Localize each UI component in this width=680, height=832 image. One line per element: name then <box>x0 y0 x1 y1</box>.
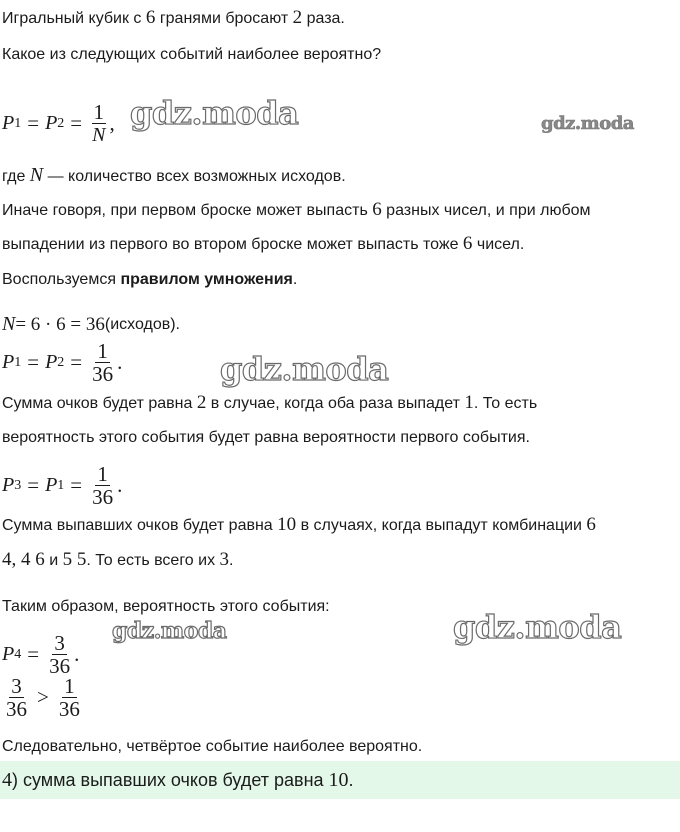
problem-statement: Игральный кубик с 6 гранями бросают 2 раза. <box>2 7 345 28</box>
conclusion-text: Следовательно, четвёртое событие наиболее вероятно. <box>2 738 423 755</box>
answer-box: 4) сумма выпавших очков будет равна 10. <box>0 761 680 799</box>
explanation-text: Сумма выпавших очков будет равна 10 в случаях, когда выпадут комбинации 6 <box>2 514 596 535</box>
fraction: $\frac{1}{36}$ <box>92 462 114 509</box>
rule-reference: Воспользуемся правилом умножения. <box>2 271 298 288</box>
question-text: Какое из следующих событий наиболее вероятно? <box>2 46 382 63</box>
watermark: gdz.moda <box>130 94 299 132</box>
equation-comparison: $\frac{3}{36}$ > $\frac{1}{36}$ <box>6 674 80 721</box>
watermark: gdz.moda <box>541 113 634 134</box>
fraction: $\frac{3}{36}$ <box>6 674 27 721</box>
explanation-text: выпадении из первого во втором броске может выпасть тоже 6 чисел. <box>2 233 525 254</box>
equation-n-value: N = 6 · 6 = 36 (исходов). <box>2 313 180 335</box>
equation-p1-p2-value: P 1 = P 2 = $\frac{1}{36}$ . <box>2 339 123 386</box>
explanation-text: 4, 4 6 и 5 5. То есть всего их 3. <box>2 549 234 570</box>
fraction: $\frac{1}{36}$ <box>92 339 114 386</box>
watermark: gdz.moda <box>453 608 622 646</box>
explanation-text: Сумма очков будет равна 2 в случае, когда оба раза выпадет 1. То есть <box>2 392 538 413</box>
explanation-text: Иначе говоря, при первом броске может выпасть 6 разных чисел, и при любом <box>2 199 591 220</box>
equation-p3: P 3 = P 1 = $\frac{1}{36}$ . <box>2 462 123 509</box>
fraction: $\frac{1}{N}$ <box>92 100 106 146</box>
equation-p4: P 4 = $\frac{3}{36}$ . <box>2 631 80 678</box>
equation-p1-p2-n: P 1 = P 2 = $\frac{1}{N}$ , <box>2 100 115 146</box>
fraction: $\frac{3}{36}$ <box>49 631 71 678</box>
fraction: $\frac{1}{36}$ <box>58 674 80 721</box>
watermark: gdz.moda <box>112 618 227 644</box>
explanation-text: вероятность этого события будет равна вероятности первого события. <box>2 429 530 446</box>
definition-text: где N — количество всех возможных исходов. <box>2 164 346 186</box>
watermark: gdz.moda <box>220 350 389 388</box>
explanation-text: Таким образом, вероятность этого события: <box>2 598 330 615</box>
